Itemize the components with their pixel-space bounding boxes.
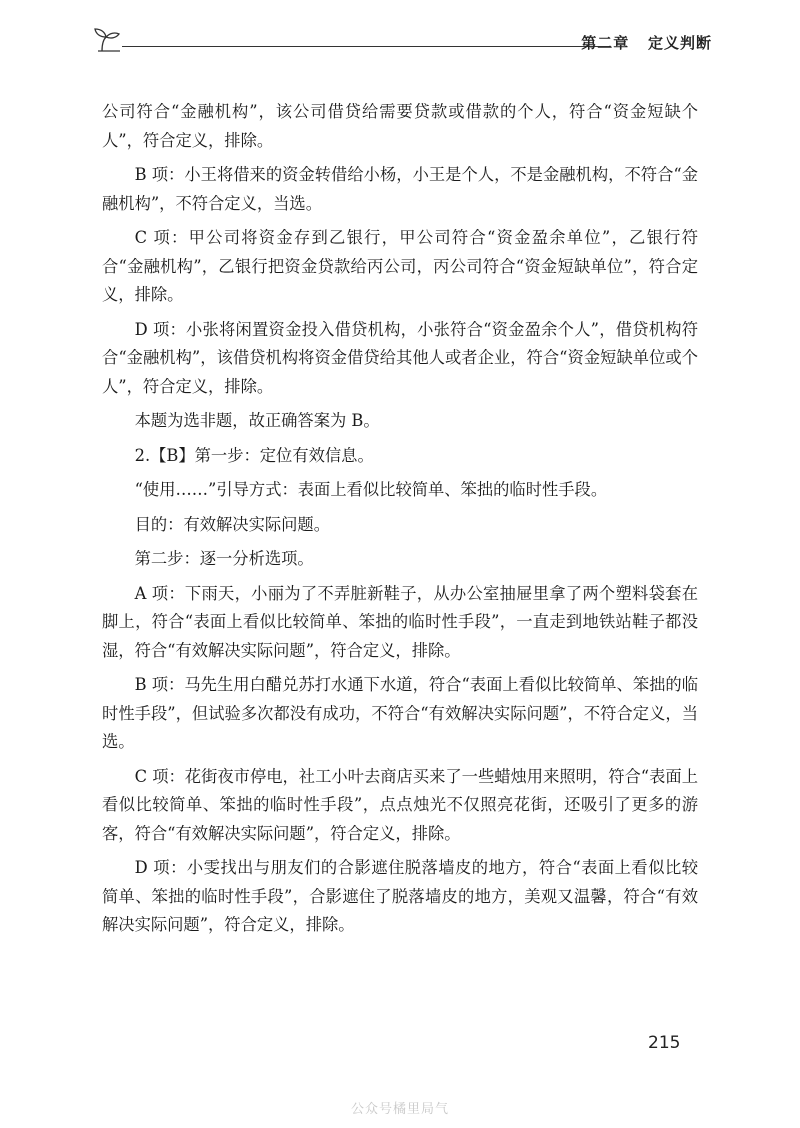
paragraph: 第二步：逐一分析选项。: [134, 549, 314, 568]
page-number: 215: [648, 1033, 681, 1053]
page-header: [92, 26, 712, 60]
watermark: 公众号橘里局气: [350, 1102, 449, 1117]
paragraph: B 项：小王将借来的资金转借给小杨，小王是个人，不是金融机构，不符合“金融机构”，不符合定义，当选。: [102, 165, 698, 213]
paragraph: C 项：花街夜市停电，社工小叶去商店买来了一些蜡烛用来照明，符合“表面上看似比较简单、笨拙的临时性手段”，点点烛光不仅照亮花街，还吸引了更多的游客，符合“有效解决实际问题”，符合定义，排除。: [102, 766, 698, 843]
chapter-heading: [581, 32, 712, 53]
paragraph: B 项：马先生用白醋兑苏打水通下水道，符合“表面上看似比较简单、笨拙的临时性手段”，但试验多次都没有成功，不符合“有效解决实际问题”，不符合定义，当选。: [102, 675, 698, 751]
paragraph: 目的：有效解决实际问题。: [134, 514, 330, 534]
paragraph: 本题为选非题，故正确答案为 B。: [134, 411, 380, 430]
chapter-label: 第二章: [581, 34, 630, 52]
paragraph: D 项：小张将闲置资金投入借贷机构，小张符合“资金盈余个人”，借贷机构符合“金融机构”，该借贷机构将资金借贷给其他人或者企业，符合“资金短缺单位或个人”，符合定义，排除。: [102, 319, 698, 396]
paragraph: C 项：甲公司将资金存到乙银行，甲公司符合“资金盈余单位”，乙银行符合“金融机构”，乙银行把资金贷款给丙公司，丙公司符合“资金短缺单位”，符合定义，排除。: [102, 228, 698, 304]
body-text: [102, 98, 698, 946]
header-rule: [122, 46, 610, 47]
sprout-icon: [92, 26, 122, 56]
paragraph: D 项：小雯找出与朋友们的合影遮住脱落墙皮的地方，符合“表面上看似比较简单、笨拙的临时性手段”，合影遮住了脱落墙皮的地方，美观又温馨，符合“有效解决实际问题”，符合定义，排除。: [102, 858, 698, 934]
paragraph: “使用……”引导方式：表面上看似比较简单、笨拙的临时性手段。: [134, 480, 608, 499]
paragraph: A 项：下雨天，小丽为了不弄脏新鞋子，从办公室抽屉里拿了两个塑料袋套在脚上，符合“表面上看似比较简单、笨拙的临时性手段”，一直走到地铁站鞋子都没湿，符合“有效解决实际问题”，符合定义，排除。: [102, 583, 698, 660]
paragraph: 2.【B】第一步：定位有效信息。: [134, 445, 374, 465]
section-label: 定义判断: [647, 34, 712, 52]
paragraph: 公司符合“金融机构”，该公司借贷给需要贷款或借款的个人，符合“资金短缺个人”，符合定义，排除。: [102, 102, 698, 150]
